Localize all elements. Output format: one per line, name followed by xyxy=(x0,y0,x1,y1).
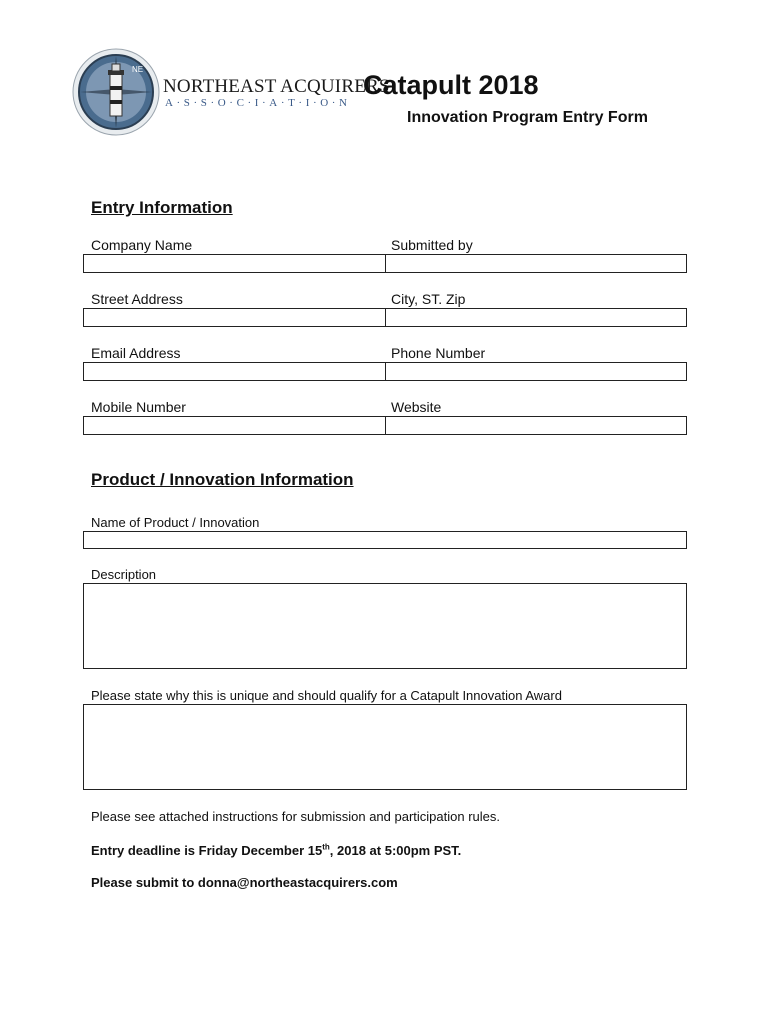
company-name-field[interactable] xyxy=(84,255,385,272)
lighthouse-compass-logo-icon xyxy=(72,48,160,136)
website-field[interactable] xyxy=(386,417,686,434)
street-address-label: Street Address xyxy=(91,291,183,307)
svg-text:NE: NE xyxy=(132,65,144,74)
product-name-field[interactable] xyxy=(83,531,687,549)
street-address-field[interactable] xyxy=(84,309,385,326)
deadline-prefix: Entry deadline is Friday December 15 xyxy=(91,843,323,858)
contact-row xyxy=(83,362,687,381)
instructions-note: Please see attached instructions for submission and participation rules. xyxy=(91,809,500,824)
submitted-by-label: Submitted by xyxy=(391,237,473,253)
org-name: NORTHEAST ACQUIRERS xyxy=(163,76,390,97)
deadline-note xyxy=(91,843,461,858)
org-subtitle: A·S·S·O·C·I·A·T·I·O·N xyxy=(165,97,351,109)
email-address-field[interactable] xyxy=(84,363,385,380)
unique-reason-label: Please state why this is unique and should qualify for a Catapult Innovation Award xyxy=(91,688,562,703)
page-subtitle: Innovation Program Entry Form xyxy=(407,109,648,126)
mobile-number-label: Mobile Number xyxy=(91,399,186,415)
unique-reason-textarea[interactable] xyxy=(83,704,687,790)
city-st-zip-field[interactable] xyxy=(386,309,686,326)
page-title: Catapult 2018 xyxy=(363,70,539,100)
submitted-by-field[interactable] xyxy=(386,255,686,272)
description-textarea[interactable] xyxy=(83,583,687,669)
phone-number-field[interactable] xyxy=(386,363,686,380)
association-logo xyxy=(72,48,160,136)
address-row xyxy=(83,308,687,327)
city-st-zip-label: City, ST. Zip xyxy=(391,291,466,307)
entry-information-heading: Entry Information xyxy=(91,198,233,217)
submit-note: Please submit to donna@northeastacquirers.com xyxy=(91,875,398,890)
description-label: Description xyxy=(91,567,157,582)
product-name-label: Name of Product / Innovation xyxy=(91,515,260,530)
mobile-website-row xyxy=(83,416,687,435)
company-submitted-row xyxy=(83,254,687,273)
website-label: Website xyxy=(391,399,442,415)
deadline-suffix: , 2018 at 5:00pm PST. xyxy=(329,843,462,858)
company-name-label: Company Name xyxy=(91,237,193,253)
mobile-number-field[interactable] xyxy=(84,417,385,434)
phone-number-label: Phone Number xyxy=(391,345,486,361)
email-address-label: Email Address xyxy=(91,345,181,361)
product-information-heading: Product / Innovation Information xyxy=(91,470,354,489)
deadline-suffix-ordinal: th xyxy=(322,842,330,852)
